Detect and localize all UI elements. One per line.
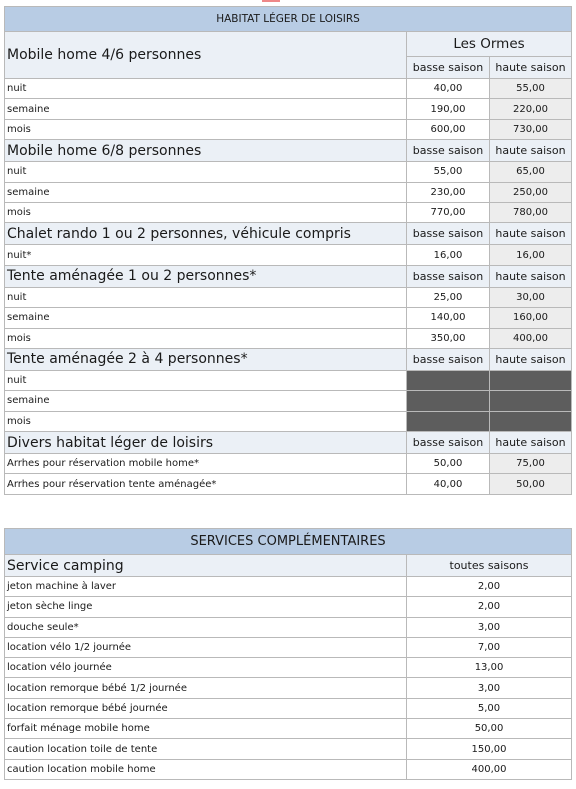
low-season-price: 16,00 bbox=[407, 245, 490, 265]
services-price-table bbox=[4, 528, 572, 780]
low-season-price: 140,00 bbox=[407, 308, 490, 328]
price-row bbox=[5, 328, 572, 348]
season-high-label: haute saison bbox=[490, 223, 572, 245]
service-row bbox=[5, 617, 572, 637]
services-banner bbox=[5, 529, 572, 555]
services-header bbox=[5, 555, 572, 577]
service-row bbox=[5, 739, 572, 759]
price-row bbox=[5, 79, 572, 99]
row-label: semaine bbox=[5, 308, 407, 328]
price-row bbox=[5, 119, 572, 139]
section-header bbox=[5, 32, 572, 57]
high-season-price: 16,00 bbox=[490, 245, 572, 265]
price-row bbox=[5, 308, 572, 328]
section-header bbox=[5, 265, 572, 287]
high-season-price: 65,00 bbox=[490, 162, 572, 182]
section-title: Mobile home 6/8 personnes bbox=[5, 140, 407, 162]
low-season-price: 190,00 bbox=[407, 99, 490, 119]
service-label: caution location mobile home bbox=[5, 759, 407, 779]
price-row bbox=[5, 202, 572, 222]
all-seasons-label: toutes saisons bbox=[407, 555, 572, 577]
low-season-price: 40,00 bbox=[407, 474, 490, 494]
section-title: Tente aménagée 1 ou 2 personnes* bbox=[5, 265, 407, 287]
season-low-label: basse saison bbox=[407, 57, 490, 79]
high-season-price: 55,00 bbox=[490, 79, 572, 99]
habitat-title: HABITAT LÉGER DE LOISIRS bbox=[5, 7, 572, 32]
section-title: Divers habitat léger de loisirs bbox=[5, 432, 407, 454]
service-row bbox=[5, 698, 572, 718]
low-season-price: 50,00 bbox=[407, 454, 490, 474]
season-low-label: basse saison bbox=[407, 432, 490, 454]
row-label: nuit* bbox=[5, 245, 407, 265]
service-row bbox=[5, 637, 572, 657]
high-season-price bbox=[490, 411, 572, 431]
habitat-price-table bbox=[4, 6, 572, 495]
row-label: Arrhes pour réservation mobile home* bbox=[5, 454, 407, 474]
price-row bbox=[5, 454, 572, 474]
service-row bbox=[5, 658, 572, 678]
low-season-price: 600,00 bbox=[407, 119, 490, 139]
low-season-price bbox=[407, 411, 490, 431]
service-label: location remorque bébé journée bbox=[5, 698, 407, 718]
services-title: SERVICES COMPLÉMENTAIRES bbox=[5, 529, 572, 555]
service-row bbox=[5, 678, 572, 698]
low-season-price: 230,00 bbox=[407, 182, 490, 202]
price-row bbox=[5, 411, 572, 431]
row-label: semaine bbox=[5, 391, 407, 411]
service-row bbox=[5, 759, 572, 779]
service-price: 2,00 bbox=[407, 597, 572, 617]
season-low-label: basse saison bbox=[407, 348, 490, 370]
row-label: mois bbox=[5, 119, 407, 139]
services-subtitle: Service camping bbox=[5, 555, 407, 577]
service-price: 13,00 bbox=[407, 658, 572, 678]
service-price: 150,00 bbox=[407, 739, 572, 759]
service-row bbox=[5, 719, 572, 739]
habitat-banner bbox=[5, 7, 572, 32]
price-row bbox=[5, 162, 572, 182]
low-season-price bbox=[407, 391, 490, 411]
section-header bbox=[5, 140, 572, 162]
low-season-price: 770,00 bbox=[407, 202, 490, 222]
high-season-price bbox=[490, 370, 572, 390]
service-label: location vélo 1/2 journée bbox=[5, 637, 407, 657]
high-season-price: 50,00 bbox=[490, 474, 572, 494]
top-marker bbox=[262, 0, 280, 2]
price-row bbox=[5, 391, 572, 411]
service-label: location remorque bébé 1/2 journée bbox=[5, 678, 407, 698]
high-season-price: 160,00 bbox=[490, 308, 572, 328]
row-label: nuit bbox=[5, 79, 407, 99]
high-season-price: 250,00 bbox=[490, 182, 572, 202]
season-high-label: haute saison bbox=[490, 432, 572, 454]
section-header bbox=[5, 432, 572, 454]
price-row bbox=[5, 370, 572, 390]
service-price: 50,00 bbox=[407, 719, 572, 739]
low-season-price: 55,00 bbox=[407, 162, 490, 182]
season-high-label: haute saison bbox=[490, 265, 572, 287]
service-price: 2,00 bbox=[407, 577, 572, 597]
low-season-price bbox=[407, 370, 490, 390]
location-name: Les Ormes bbox=[407, 32, 572, 57]
season-high-label: haute saison bbox=[490, 57, 572, 79]
season-high-label: haute saison bbox=[490, 140, 572, 162]
service-label: forfait ménage mobile home bbox=[5, 719, 407, 739]
season-high-label: haute saison bbox=[490, 348, 572, 370]
service-label: douche seule* bbox=[5, 617, 407, 637]
high-season-price: 75,00 bbox=[490, 454, 572, 474]
service-label: location vélo journée bbox=[5, 658, 407, 678]
season-low-label: basse saison bbox=[407, 140, 490, 162]
high-season-price: 730,00 bbox=[490, 119, 572, 139]
service-row bbox=[5, 597, 572, 617]
service-price: 3,00 bbox=[407, 678, 572, 698]
section-title: Tente aménagée 2 à 4 personnes* bbox=[5, 348, 407, 370]
row-label: mois bbox=[5, 202, 407, 222]
service-row bbox=[5, 577, 572, 597]
row-label: nuit bbox=[5, 162, 407, 182]
section-title: Chalet rando 1 ou 2 personnes, véhicule compris bbox=[5, 223, 407, 245]
row-label: nuit bbox=[5, 370, 407, 390]
high-season-price: 780,00 bbox=[490, 202, 572, 222]
price-row bbox=[5, 287, 572, 307]
low-season-price: 40,00 bbox=[407, 79, 490, 99]
section-header bbox=[5, 348, 572, 370]
low-season-price: 25,00 bbox=[407, 287, 490, 307]
section-header bbox=[5, 223, 572, 245]
section-title: Mobile home 4/6 personnes bbox=[5, 32, 407, 79]
price-row bbox=[5, 182, 572, 202]
high-season-price: 30,00 bbox=[490, 287, 572, 307]
low-season-price: 350,00 bbox=[407, 328, 490, 348]
price-row bbox=[5, 474, 572, 494]
row-label: semaine bbox=[5, 182, 407, 202]
row-label: nuit bbox=[5, 287, 407, 307]
service-price: 5,00 bbox=[407, 698, 572, 718]
row-label: mois bbox=[5, 411, 407, 431]
season-low-label: basse saison bbox=[407, 265, 490, 287]
service-price: 400,00 bbox=[407, 759, 572, 779]
season-low-label: basse saison bbox=[407, 223, 490, 245]
service-label: jeton machine à laver bbox=[5, 577, 407, 597]
service-price: 7,00 bbox=[407, 637, 572, 657]
high-season-price: 220,00 bbox=[490, 99, 572, 119]
high-season-price: 400,00 bbox=[490, 328, 572, 348]
price-row bbox=[5, 245, 572, 265]
service-label: jeton sèche linge bbox=[5, 597, 407, 617]
row-label: mois bbox=[5, 328, 407, 348]
row-label: semaine bbox=[5, 99, 407, 119]
high-season-price bbox=[490, 391, 572, 411]
price-row bbox=[5, 99, 572, 119]
row-label: Arrhes pour réservation tente aménagée* bbox=[5, 474, 407, 494]
service-price: 3,00 bbox=[407, 617, 572, 637]
service-label: caution location toile de tente bbox=[5, 739, 407, 759]
